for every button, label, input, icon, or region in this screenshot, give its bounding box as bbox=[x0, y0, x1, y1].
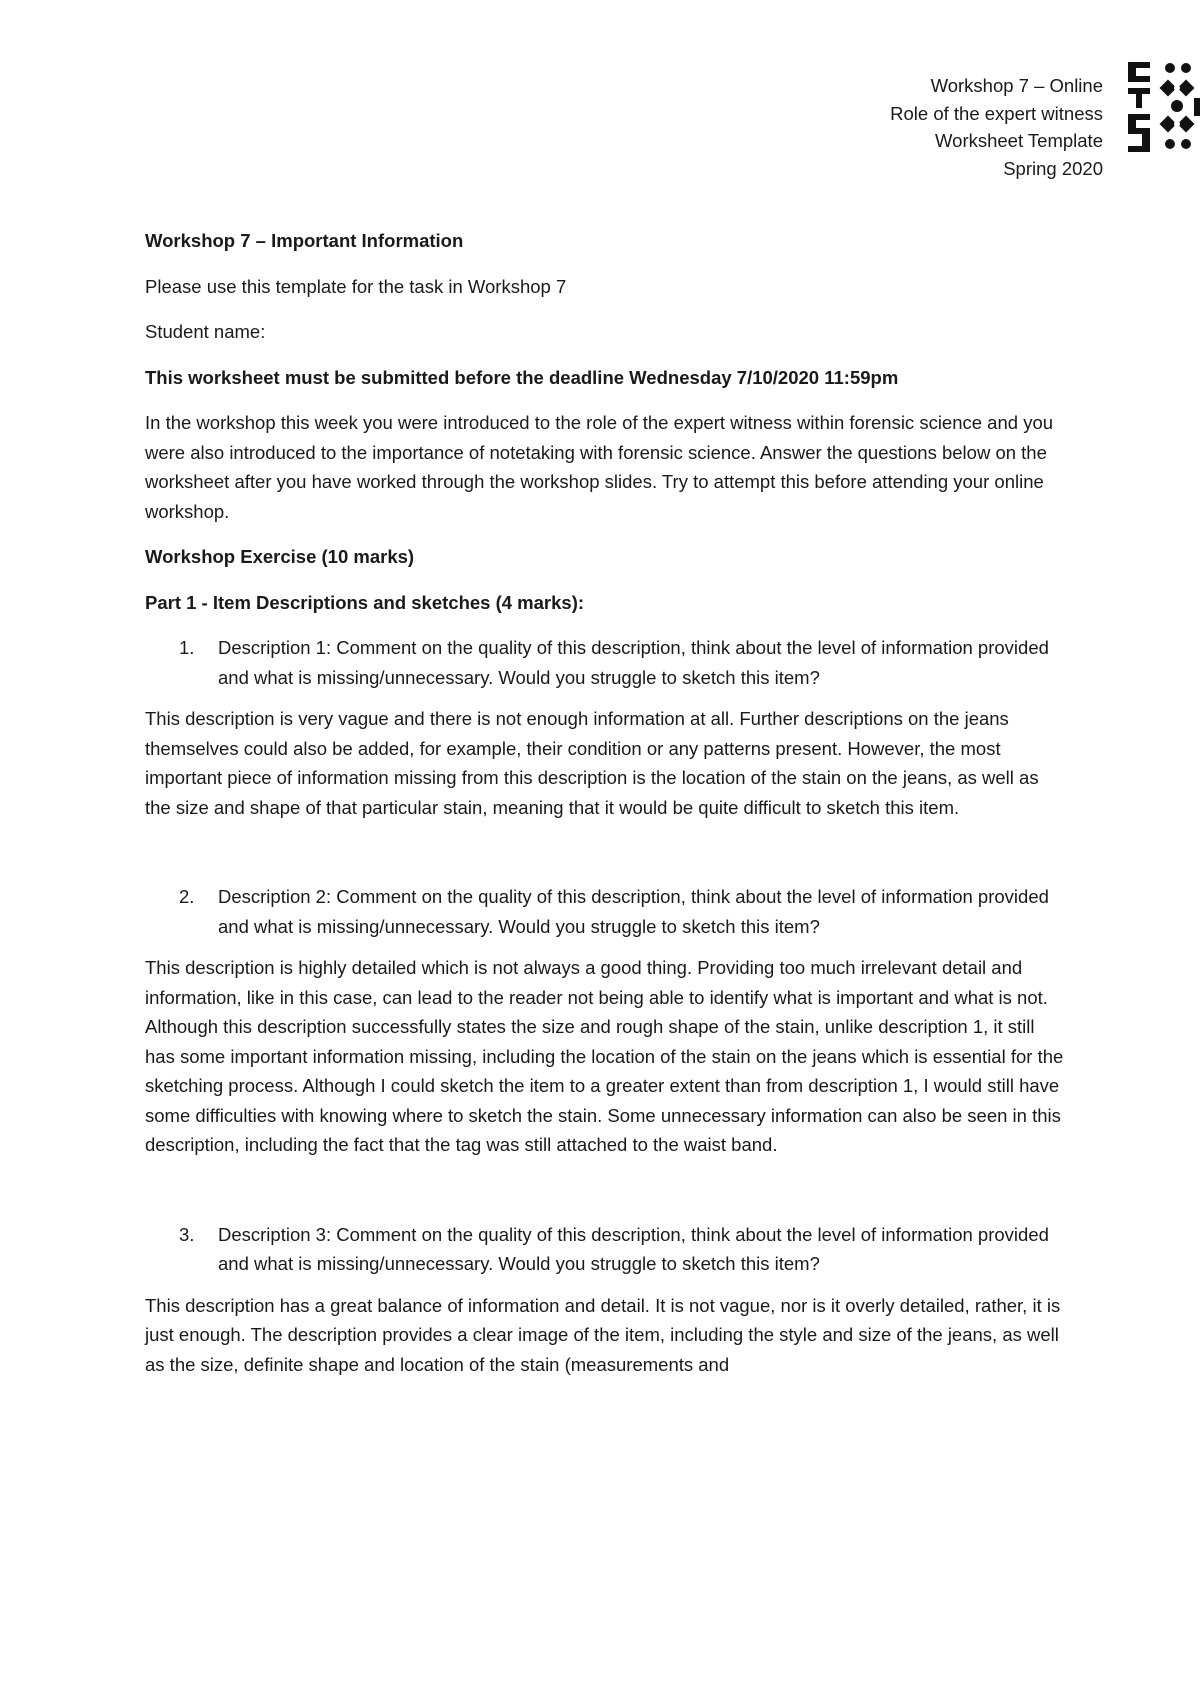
question-3 bbox=[145, 1220, 1065, 1279]
workshop-overview: In the workshop this week you were introduced to the role of the expert witness within forensic science and you were also introduced to the importance of notetaking with forensic science. Answer the questions below on the worksheet after you have worked through the workshop slides. Try to attempt this before attending your online workshop. bbox=[145, 412, 1054, 522]
question-text: Description 3: Comment on the quality of this description, think about the level of information provided and what is missing/unnecessary. Would you struggle to sketch this item? bbox=[218, 1223, 1049, 1274]
info-title: Workshop 7 – Important Information bbox=[145, 230, 464, 251]
exercise-title: Workshop Exercise (10 marks) bbox=[145, 546, 415, 567]
document-body bbox=[145, 226, 1065, 1379]
section-spacer bbox=[145, 1160, 1065, 1220]
question-number: 1. bbox=[179, 637, 195, 658]
uts-logo bbox=[1124, 58, 1200, 158]
header-session-line: Spring 2020 bbox=[1003, 157, 1103, 179]
question-number: 2. bbox=[179, 886, 195, 907]
section-spacer bbox=[145, 822, 1065, 882]
question-1 bbox=[145, 633, 1065, 692]
header-topic-line: Role of the expert witness bbox=[890, 102, 1103, 124]
question-2 bbox=[145, 882, 1065, 941]
question-number: 3. bbox=[179, 1223, 195, 1245]
question-text: Description 2: Comment on the quality of this description, think about the level of information provided and what is missing/unnecessary. Would you struggle to sketch this item? bbox=[218, 886, 1049, 937]
answer-3: This description has a great balance of information and detail. It is not vague, nor is it overly detailed, rather, it is just enough. The description provides a clear image of the item, including the style and size of the jeans, as well as the size, definite shape and location of the stain (measurements and bbox=[145, 1294, 1061, 1375]
part1-title: Part 1 - Item Descriptions and sketches (4 marks): bbox=[145, 591, 585, 613]
template-instruction: Please use this template for the task in Workshop 7 bbox=[145, 275, 567, 297]
header-template-line: Worksheet Template bbox=[935, 130, 1103, 151]
submission-deadline: This worksheet must be submitted before the deadline Wednesday 7/10/2020 11:59pm bbox=[145, 366, 899, 388]
answer-2: This description is highly detailed which is not always a good thing. Providing too much irrelevant detail and information, like in this case, can lead to the reader not being able to identify what is important and what is not. Although this description successfully states the size and rough shape of the stain, unlike description 1, it still has some important information missing, including the location of the stain on the jeans which is essential for the sketching process. Although I could sketch the item to a greater extent than from description 1, I would still have some difficulties with knowing where to sketch the stain. Some unnecessary information can also be seen in this description, including the fact that the tag was still attached to the waist band. bbox=[145, 957, 1064, 1155]
question-text: Description 1: Comment on the quality of this description, think about the level of information provided and what is missing/unnecessary. Would you struggle to sketch this item? bbox=[218, 637, 1049, 688]
answer-1: This description is very vague and there is not enough information at all. Further descriptions on the jeans themselves could also be added, for example, their condition or any patterns present. However, the most important piece of information missing from this description is the location of the stain on the jeans, as well as the size and shape of that particular stain, meaning that it would be quite difficult to sketch this item. bbox=[145, 708, 1039, 818]
document-header bbox=[890, 72, 1103, 182]
student-name-label: Student name: bbox=[145, 321, 266, 342]
header-workshop-line: Workshop 7 – Online bbox=[930, 75, 1103, 96]
